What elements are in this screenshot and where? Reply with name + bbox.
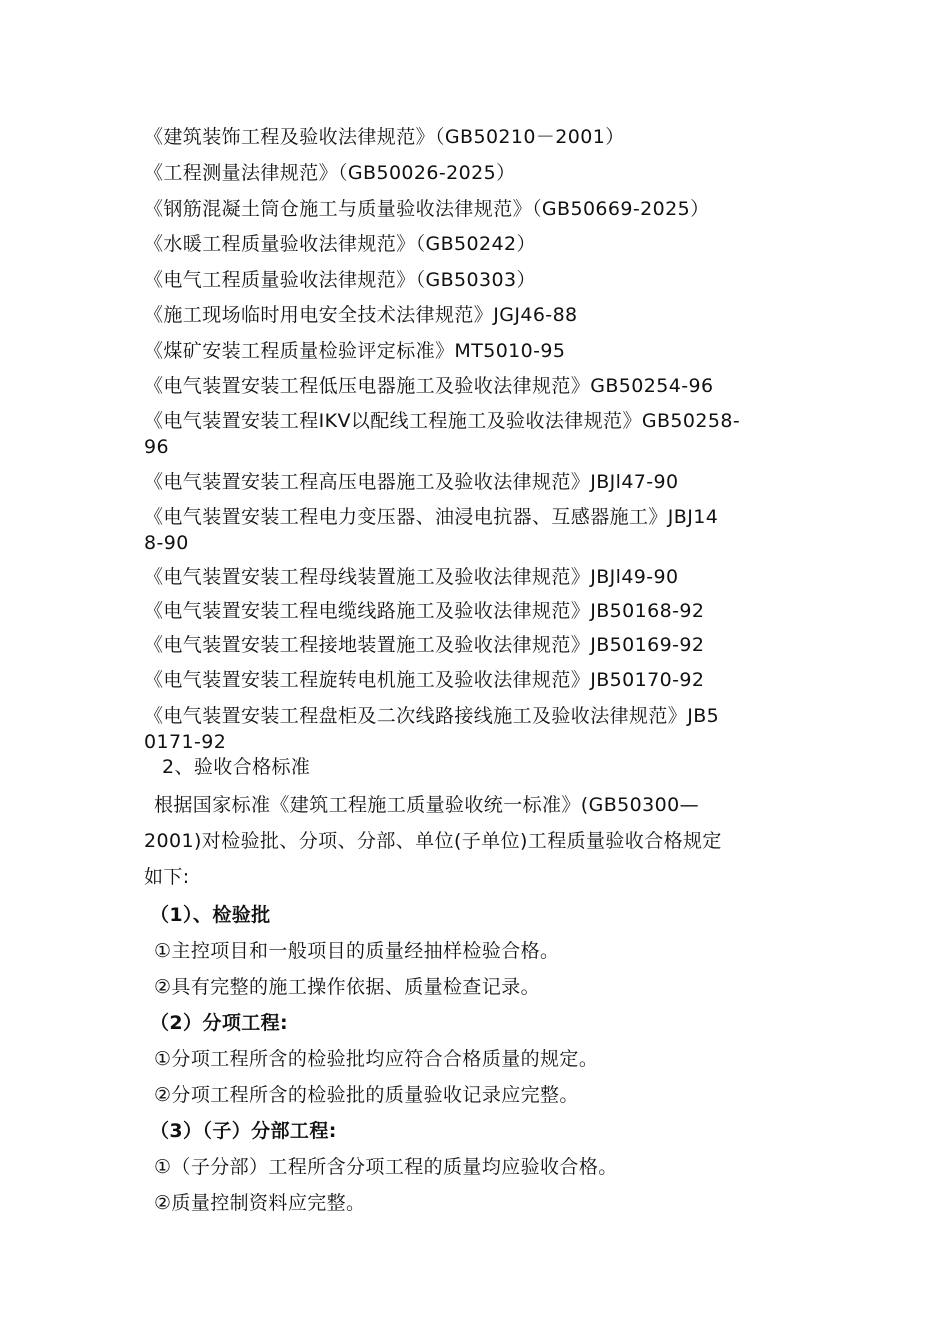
standard-item-continuation: 96 [144, 436, 169, 458]
standard-item: 《电气装置安装工程高压电器施工及验收法律规范》JBJl47-90 [144, 471, 679, 493]
standard-item: 《煤矿安装工程质量检验评定标准》MT5010-95 [144, 340, 566, 362]
intro-line: 如下: [144, 866, 190, 888]
list-item: ②分项工程所含的检验批的质量验收记录应完整。 [154, 1084, 579, 1106]
standard-item: 《电气工程质量验收法律规范》（GB50303） [144, 269, 536, 291]
standard-item-continuation: 0171-92 [144, 731, 227, 753]
standard-item: 《电气装置安装工程低压电器施工及验收法律规范》GB50254-96 [144, 375, 714, 397]
standard-item: 《电气装置安装工程电力变压器、油浸电抗器、互感器施工》JBJ14 [144, 506, 719, 528]
list-item: ②具有完整的施工操作依据、质量检查记录。 [154, 976, 541, 998]
standard-item: 《电气装置安装工程母线装置施工及验收法律规范》JBJl49-90 [144, 566, 679, 588]
standard-item: 《电气装置安装工程旋转电机施工及验收法律规范》JB50170-92 [144, 669, 705, 691]
standard-item: 《钢筋混凝土筒仓施工与质量验收法律规范》（GB50669-2025） [144, 198, 710, 220]
standard-item-continuation: 8-90 [144, 532, 189, 554]
intro-line: 2001)对检验批、分项、分部、单位(子单位)工程质量验收合格规定 [144, 830, 722, 852]
standard-item: 《建筑装饰工程及验收法律规范》（GB50210－2001） [144, 126, 625, 148]
subsection-title-sub-division: （3）（子）分部工程: [150, 1120, 337, 1142]
standard-item: 《工程测量法律规范》（GB50026-2025） [144, 162, 516, 184]
section-heading: 2、验收合格标准 [162, 756, 311, 778]
intro-line: 根据国家标准《建筑工程施工质量验收统一标准》(GB50300— [154, 794, 700, 816]
standard-item: 《电气装置安装工程电缆线路施工及验收法律规范》JB50168-92 [144, 600, 705, 622]
list-item: ②质量控制资料应完整。 [154, 1192, 366, 1214]
standard-item: 《电气装置安装工程IKV以配线工程施工及验收法律规范》GB50258- [144, 410, 741, 432]
standard-item: 《水暖工程质量验收法律规范》（GB50242） [144, 233, 536, 255]
subsection-title-inspection-lot: （1）、检验批 [150, 904, 271, 926]
subsection-title-sub-item: （2）分项工程: [150, 1012, 289, 1034]
standard-item: 《电气装置安装工程接地装置施工及验收法律规范》JB50169-92 [144, 634, 705, 656]
list-item: ①主控项目和一般项目的质量经抽样检验合格。 [154, 940, 560, 962]
standard-item: 《电气装置安装工程盘柜及二次线路接线施工及验收法律规范》JB5 [144, 705, 720, 727]
standard-item: 《施工现场临时用电安全技术法律规范》JGJ46-88 [144, 304, 578, 326]
list-item: ①分项工程所含的检验批均应符合合格质量的规定。 [154, 1048, 599, 1070]
list-item: ①（子分部）工程所含分项工程的质量均应验收合格。 [154, 1156, 618, 1178]
